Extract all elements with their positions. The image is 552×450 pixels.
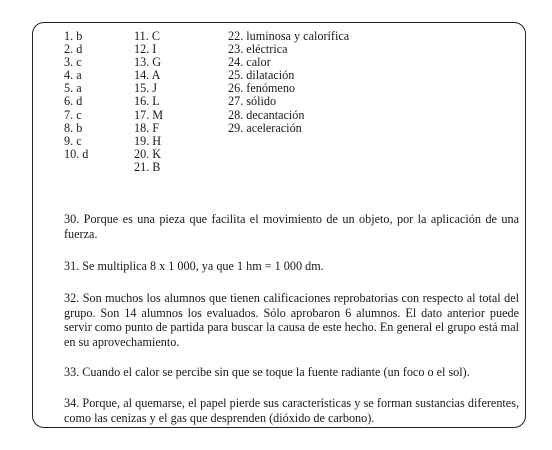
answers-column-2 xyxy=(134,30,163,174)
answer-paragraph-33: 33. Cuando el calor se percibe sin que se toque la fuente radiante (un foco o el sol). xyxy=(64,365,470,379)
answer-item: 5. a xyxy=(64,81,82,96)
answer-item: 28. decantación xyxy=(228,107,305,122)
answer-item: 6. d xyxy=(64,94,83,109)
answer-item: 8. b xyxy=(64,120,83,135)
answer-item: 4. a xyxy=(64,68,82,83)
answer-item: 22. luminosa y calorífica xyxy=(228,29,350,43)
answer-item: 15. J xyxy=(134,81,158,96)
answer-paragraph-31: 31. Se multiplica 8 x 1 000, ya que 1 hm = 1 000 dm. xyxy=(64,259,324,273)
answer-item: 26. fenómeno xyxy=(228,81,296,96)
answer-item: 12. I xyxy=(134,42,157,57)
answers-column-3 xyxy=(228,30,349,135)
answer-item: 24. calor xyxy=(228,55,271,70)
answer-item: 16. L xyxy=(134,94,160,109)
answer-item: 11. C xyxy=(134,29,160,43)
answer-item: 18. F xyxy=(134,120,160,135)
answer-item: 10. d xyxy=(64,146,89,161)
answer-item: 20. K xyxy=(134,146,162,161)
answer-item: 19. H xyxy=(134,133,162,148)
answer-item: 3. c xyxy=(64,55,82,70)
answer-item: 7. c xyxy=(64,107,82,122)
answer-item: 2. d xyxy=(64,42,83,57)
answer-paragraph-30: 30. Porque es una pieza que facilita el movimiento de un objeto, por la aplicación de una fuerza. xyxy=(64,212,519,241)
answer-item: 25. dilatación xyxy=(228,68,295,83)
answer-item: 9. c xyxy=(64,133,82,148)
answer-item: 17. M xyxy=(134,107,164,122)
answer-paragraph-34: 34. Porque, al quemarse, el papel pierde sus características y se forman sustancias diferentes, como las cenizas y el gas que desprenden (dióxido de carbono). xyxy=(64,396,519,425)
answer-item: 1. b xyxy=(64,29,83,43)
answer-item: 23. eléctrica xyxy=(228,42,288,57)
answer-item: 29. aceleración xyxy=(228,120,302,135)
answer-item: 21. B xyxy=(134,159,161,174)
answer-item: 13. G xyxy=(134,55,162,70)
answers-column-1 xyxy=(64,30,88,161)
answer-item: 14. A xyxy=(134,68,161,83)
answer-paragraph-32: 32. Son muchos los alumnos que tienen calificaciones reprobatorias con respecto al total del grupo. Son 14 alumnos los evaluados. Sólo aprobaron 6 alumnos. El dato anterior puede servir como punto de partida para buscar la causa de este hecho. En general el grupo está mal en su aprovechamiento. xyxy=(64,291,519,349)
answer-item: 27. sólido xyxy=(228,94,277,109)
